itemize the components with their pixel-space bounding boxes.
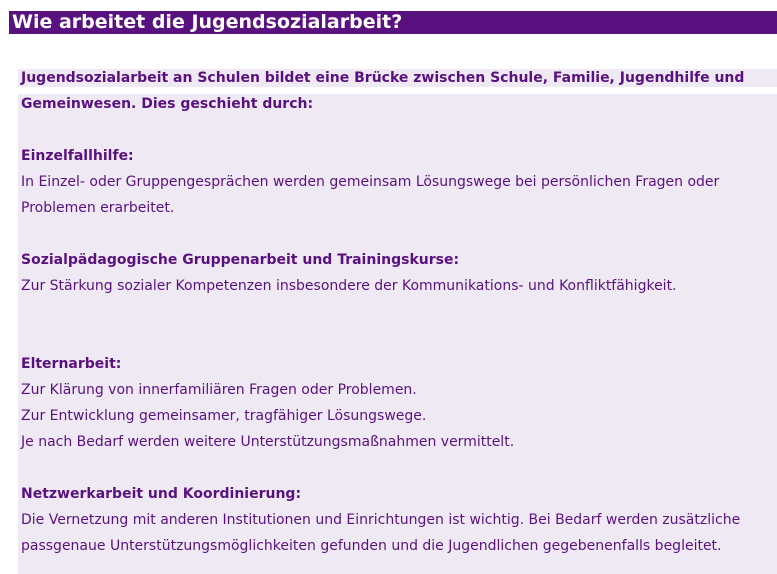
- section-heading-einzelfallhilfe: Einzelfallhilfe:: [21, 148, 134, 164]
- section-text-netzwerkarbeit-2: passgenaue Unterstützungsmöglichkeiten gefunden und die Jugendlichen gegebenenfalls begleitet.: [21, 538, 722, 554]
- section-heading-gruppenarbeit: Sozialpädagogische Gruppenarbeit und Trainingskurse:: [21, 252, 460, 268]
- section-text-elternarbeit-3: Je nach Bedarf werden weitere Unterstützungsmaßnahmen vermittelt.: [21, 434, 515, 450]
- page-title: Wie arbeitet die Jugendsozialarbeit?: [12, 11, 403, 33]
- intro-line-2: Gemeinwesen. Dies geschieht durch:: [21, 96, 314, 112]
- section-heading-elternarbeit: Elternarbeit:: [21, 356, 122, 372]
- section-text-netzwerkarbeit-1: Die Vernetzung mit anderen Institutionen und Einrichtungen ist wichtig. Bei Bedarf werden zusätzliche: [21, 512, 741, 528]
- section-heading-netzwerkarbeit: Netzwerkarbeit und Koordinierung:: [21, 486, 302, 502]
- section-text-elternarbeit-2: Zur Entwicklung gemeinsamer, tragfähiger Lösungswege.: [21, 408, 427, 424]
- section-text-einzelfallhilfe-2: Problemen erarbeitet.: [21, 200, 175, 216]
- intro-line-1: Jugendsozialarbeit an Schulen bildet eine Brücke zwischen Schule, Familie, Jugendhilfe und: [21, 70, 745, 86]
- panel-divider: [18, 87, 777, 94]
- section-text-elternarbeit-1: Zur Klärung von innerfamiliären Fragen oder Problemen.: [21, 382, 417, 398]
- page-header-bar: [9, 11, 777, 34]
- section-text-einzelfallhilfe-1: In Einzel- oder Gruppengesprächen werden gemeinsam Lösungswege bei persönlichen Fragen oder: [21, 174, 720, 190]
- section-text-gruppenarbeit-1: Zur Stärkung sozialer Kompetenzen insbesondere der Kommunikations- und Konfliktfähigkeit.: [21, 278, 677, 294]
